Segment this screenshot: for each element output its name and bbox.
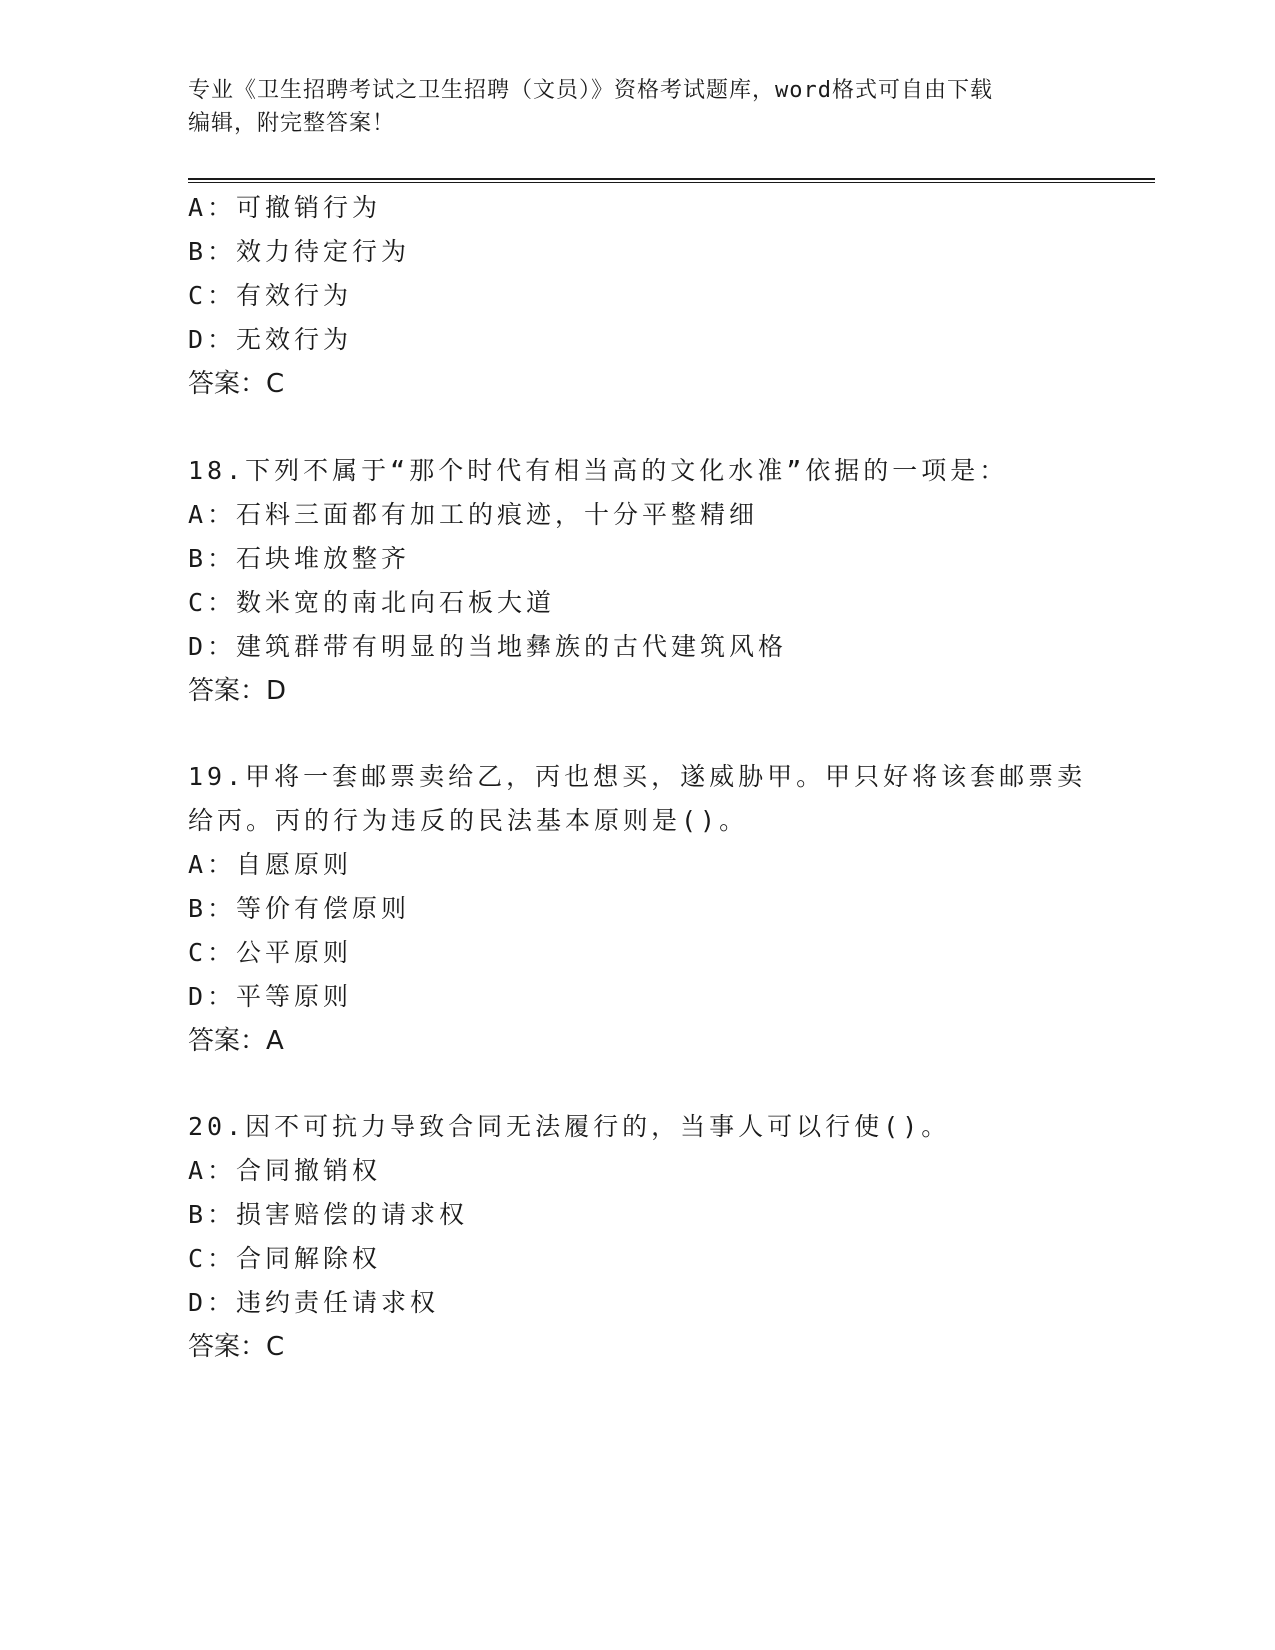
header-divider-thick <box>188 178 1155 180</box>
q17-answer: 答案：C <box>188 369 285 399</box>
q18-option-d: D：建筑群带有明显的当地彝族的古代建筑风格 <box>188 632 788 661</box>
header-divider-thin <box>188 182 1155 183</box>
q17-option-d: D：无效行为 <box>188 325 353 354</box>
q17-option-c: C：有效行为 <box>188 281 353 310</box>
q20-option-a: A：合同撤销权 <box>188 1156 382 1185</box>
q19-option-d: D：平等原则 <box>188 982 353 1011</box>
document-header <box>188 74 1088 140</box>
q20-option-b: B：损害赔偿的请求权 <box>188 1200 469 1229</box>
q18-option-b: B：石块堆放整齐 <box>188 544 411 573</box>
q18-answer: 答案：D <box>188 676 287 706</box>
header-line-1: 专业《卫生招聘考试之卫生招聘（文员）》资格考试题库，word格式可自由下载 <box>188 78 993 103</box>
q20-option-d: D：违约责任请求权 <box>188 1288 440 1317</box>
q18-option-c: C：数米宽的南北向石板大道 <box>188 588 556 617</box>
q19-option-c: C：公平原则 <box>188 938 353 967</box>
q18-question: 18.下列不属于“那个时代有相当高的文化水准”依据的一项是： <box>188 456 1009 485</box>
q20-option-c: C：合同解除权 <box>188 1244 382 1273</box>
q19-question-line-2: 给丙。丙的行为违反的民法基本原则是()。 <box>188 806 749 835</box>
q20-answer: 答案：C <box>188 1332 285 1362</box>
q19-answer: 答案：A <box>188 1026 284 1056</box>
q17-option-b: B：效力待定行为 <box>188 237 411 266</box>
q19-question-line-1: 19.甲将一套邮票卖给乙，丙也想买，遂威胁甲。甲只好将该套邮票卖 <box>188 762 1087 791</box>
q17-option-a: A：可撤销行为 <box>188 193 382 222</box>
q20-question: 20.因不可抗力导致合同无法履行的，当事人可以行使()。 <box>188 1112 951 1141</box>
header-line-2: 编辑，附完整答案！ <box>188 111 396 136</box>
q19-option-a: A：自愿原则 <box>188 850 353 879</box>
q18-option-a: A：石料三面都有加工的痕迹，十分平整精细 <box>188 500 759 529</box>
q19-option-b: B：等价有偿原则 <box>188 894 411 923</box>
